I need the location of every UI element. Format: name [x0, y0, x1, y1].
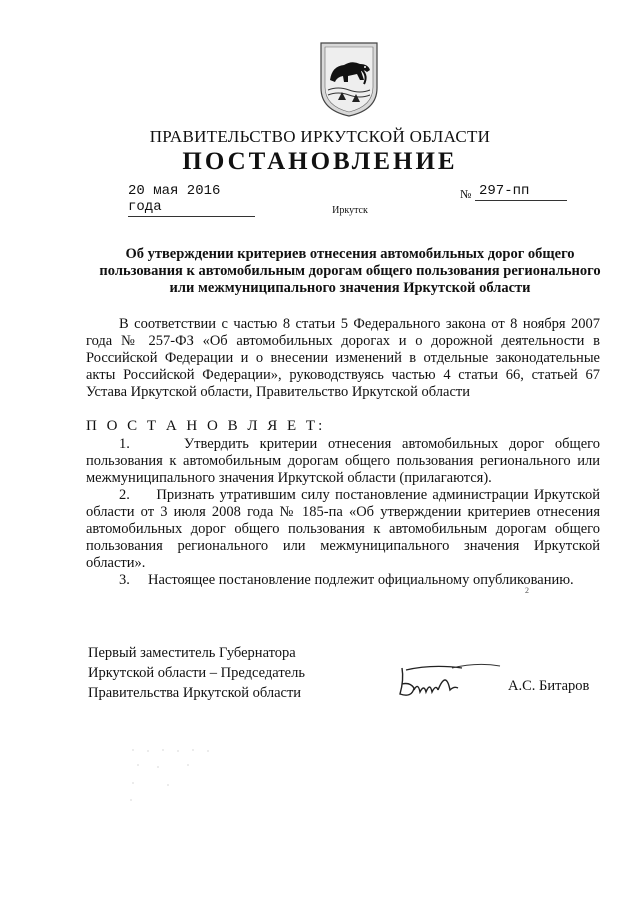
signatory-title: [88, 643, 305, 703]
decree-word: П О С Т А Н О В Л Я Е Т:: [86, 418, 326, 434]
preamble-block: [86, 316, 600, 401]
page-mark: 2: [525, 586, 529, 595]
decree-items: [86, 436, 600, 589]
document-title: Об утверждении критериев отнесения автомобильных дорог общего пользования к автомобильным дорогам общего пользования регионального или межмуниципального значения Иркутской области: [99, 246, 601, 296]
preamble-text: В соответствии с частью 8 статьи 5 Федерального закона от 8 ноября 2007 года № 257-ФЗ «Об автомобильных дорогах и о дорожной деятельности в Российской Федерации и о внесении изменений в отдельные законодательные акты Российской Федерации», руководствуясь частью 4 статьи 66, статьей 67 Устава Иркутской области, Правительство Иркутской области: [86, 316, 600, 400]
city: Иркутск: [332, 205, 368, 216]
document-date: 20 мая 2016 года: [128, 183, 255, 217]
signatory-line-3: Правительства Иркутской области: [88, 685, 302, 701]
coat-of-arms-icon: [318, 40, 380, 118]
number-sign: №: [460, 187, 472, 201]
signatory-name: А.С. Битаров: [508, 678, 590, 694]
scan-noise: [128, 745, 248, 805]
decree-item: 3. Настоящее постановление подлежит официальному опубликованию.: [119, 572, 574, 588]
handwritten-signature: [392, 660, 502, 705]
decree-item: 1. Утвердить критерии отнесения автомобильных дорог общего пользования к автомобильным дорогам общего пользования регионального или межмуниципального значения Иркутской области (прилагаются).: [86, 436, 600, 486]
signatory-line-2: Иркутской области – Председатель: [88, 665, 305, 681]
government-name: ПРАВИТЕЛЬСТВО ИРКУТСКОЙ ОБЛАСТИ: [149, 127, 491, 146]
signatory-line-1: Первый заместитель Губернатора: [88, 645, 296, 661]
document-number: 297-пп: [475, 183, 567, 201]
decree-item: 2. Признать утратившим силу постановление администрации Иркутской области от 3 июля 2008 года № 185-па «Об утверждении критериев отнесения автомобильных дорог общего пользования к автомобильным дорогам общего пользования регионального или межмуниципального значения Иркутской области».: [86, 487, 600, 571]
document-type: ПОСТАНОВЛЕНИЕ: [182, 148, 458, 175]
